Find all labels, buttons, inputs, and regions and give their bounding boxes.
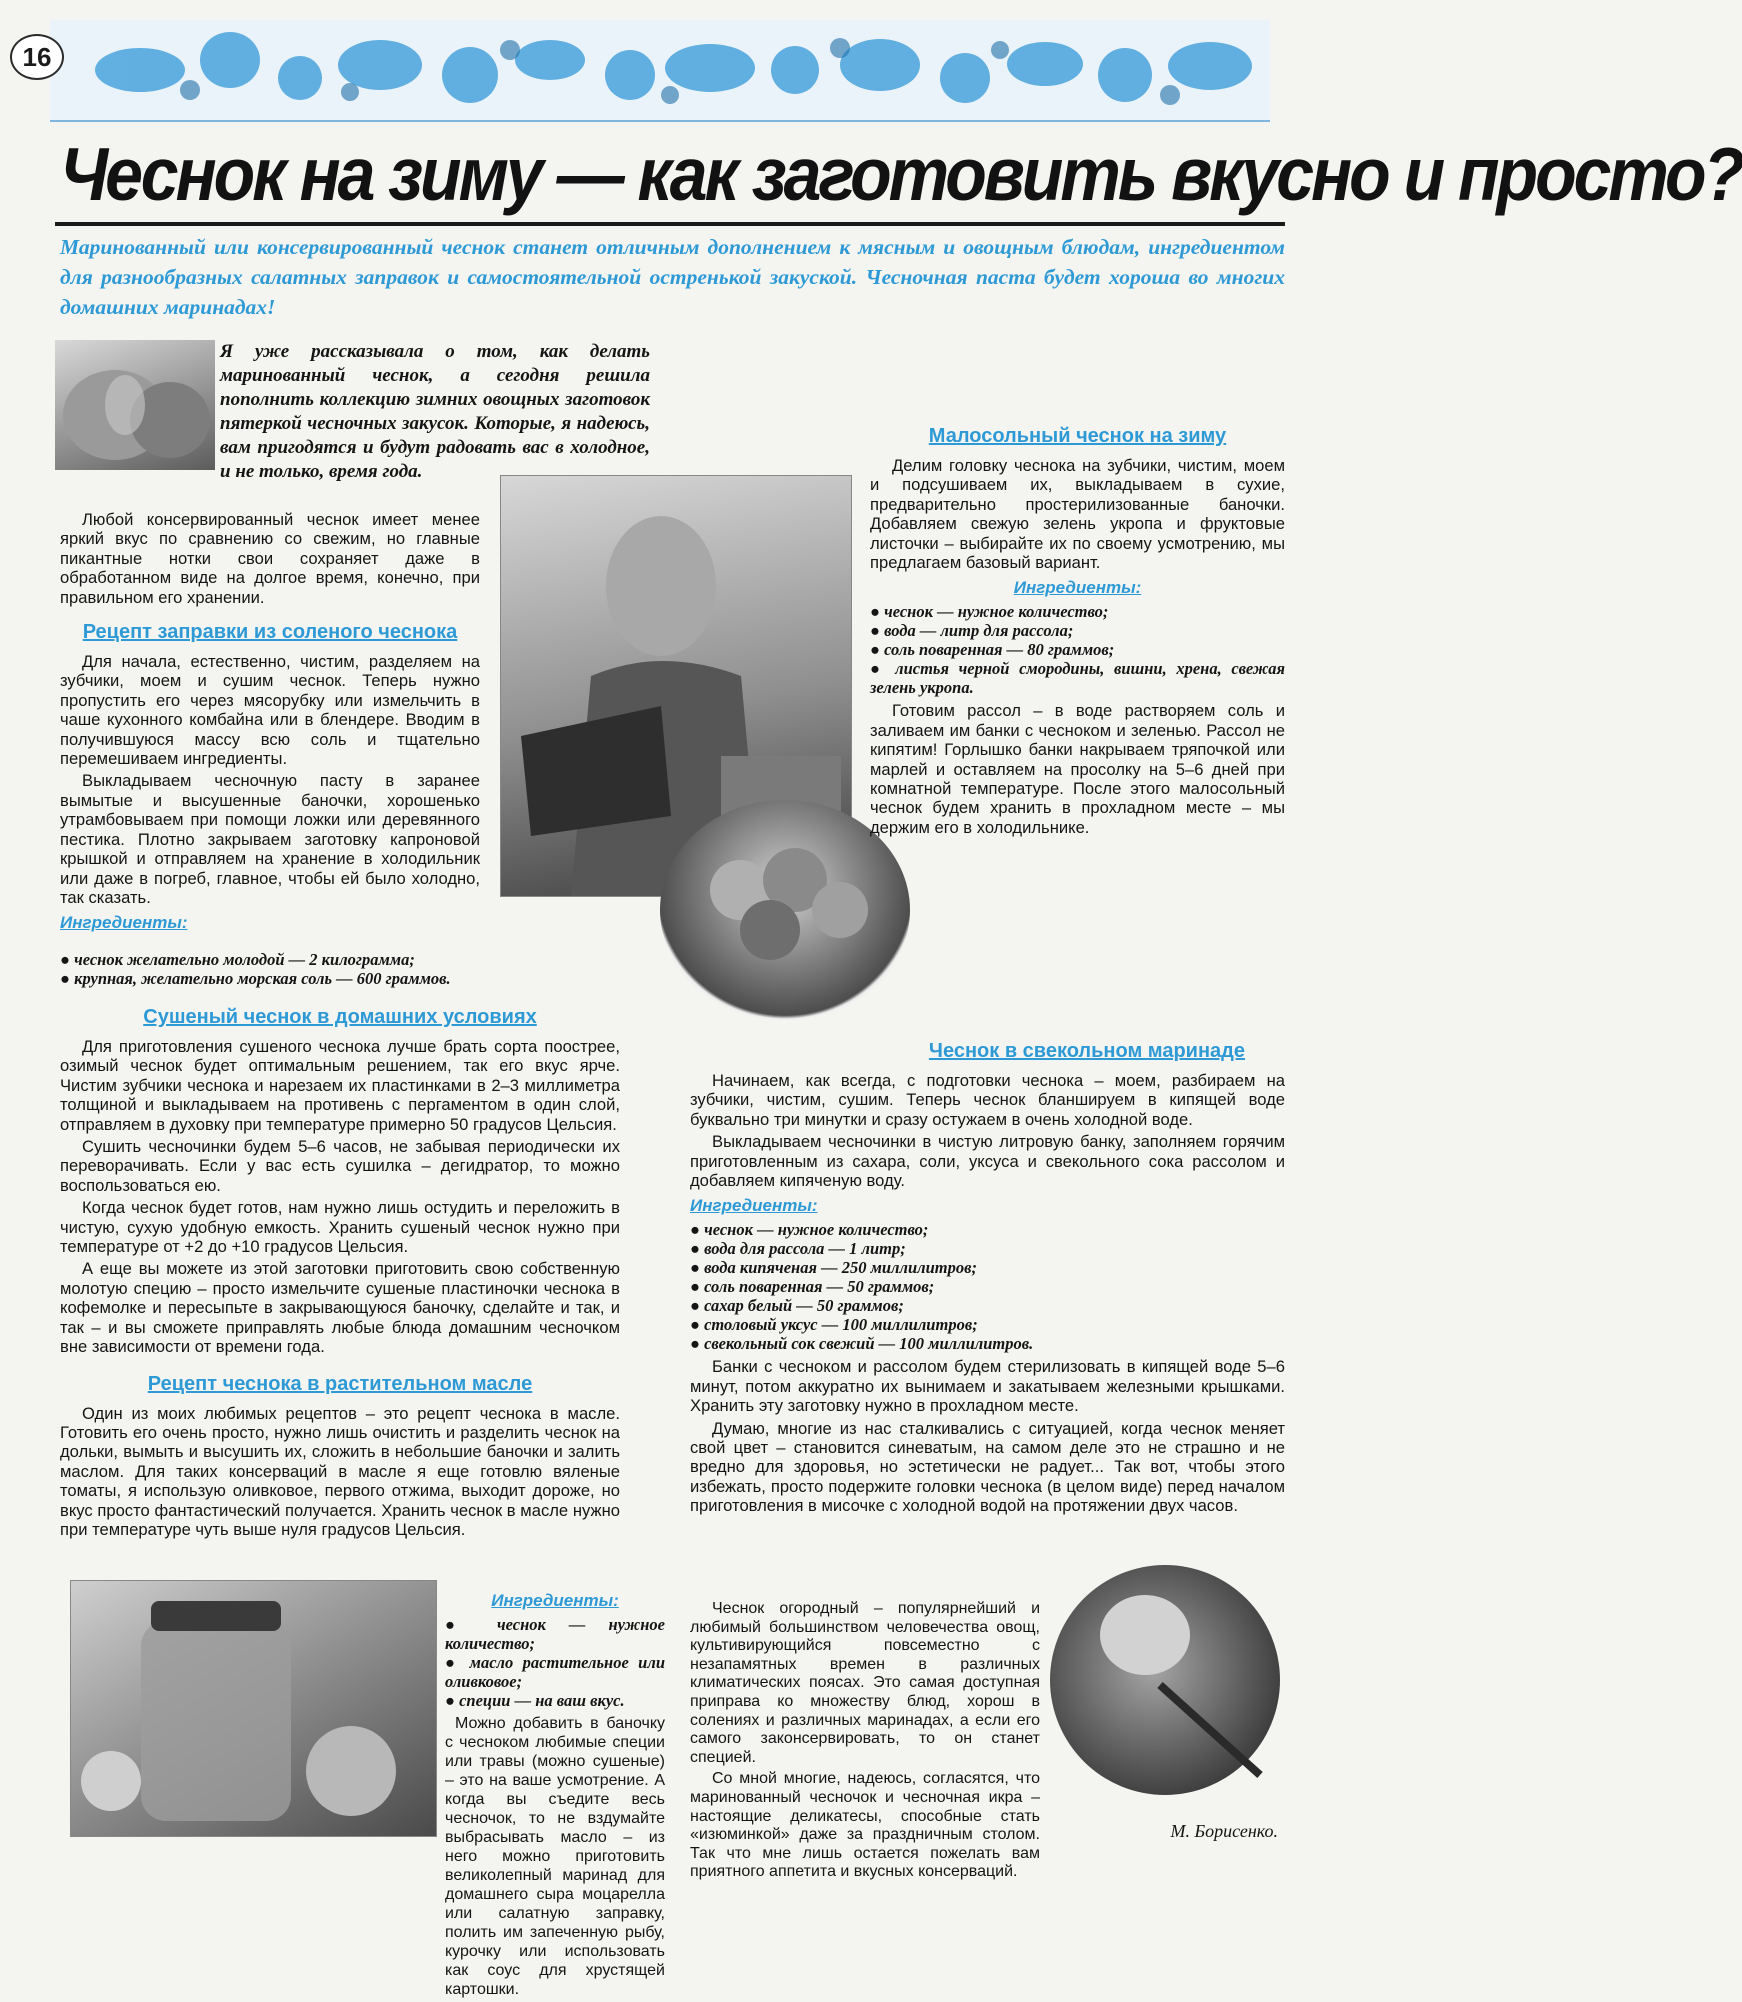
- column-right-wide: [690, 1040, 1285, 1519]
- column-left-wide: [60, 950, 620, 1542]
- list-item: ● чеснок — нужное количество;: [870, 602, 1285, 621]
- list-item: ● чеснок желательно молодой — 2 килограмма;: [60, 950, 620, 969]
- list-item: ● специи — на ваш вкус.: [445, 1691, 665, 1710]
- list-item: ● масло растительное или оливковое;: [445, 1653, 665, 1691]
- section-title-lightly-salted: Малосольный чеснок на зиму: [928, 425, 1227, 447]
- column-left: [60, 510, 480, 937]
- title-rule: [55, 222, 1285, 226]
- list-item: ● чеснок — нужное количество;: [445, 1615, 665, 1653]
- beet-para-3: Банки с чесноком и рассолом будем стерилизовать в кипящей воде 5–6 минут, потом аккуратно их вынимаем и закатываем железными крышками. Хранить эту заготовку нужно в прохладном месте.: [690, 1357, 1285, 1416]
- intro-quote-block: [220, 340, 650, 484]
- spoon-icon: [1050, 1565, 1280, 1795]
- list-item: ● вода для рассола — 1 литр;: [690, 1239, 1285, 1258]
- salted-ingredients: [60, 950, 620, 988]
- beet-para-1: Начинаем, как всегда, с подготовки чеснока – моем, разбираем на зубчики, чистим, сушим. Теперь чеснок бланшируем в кипящей воде буквально три минутки и сразу остужаем в очень холодной воде.: [690, 1071, 1285, 1129]
- oil-ingredients: [445, 1615, 665, 1710]
- ingredients-label: Ингредиенты:: [1013, 578, 1142, 598]
- ingredients-label: Ингредиенты:: [60, 913, 188, 933]
- beet-para-5: Чеснок огородный – популярнейший и любимый большинством человечества овощ, культивирующийся повсеместно с незапамятных времен в различных климатических поясах. Это самая доступная приправа ко множеству блюд, хорош в солениях и различных маринадах, а если его самого законсервировать, то он станет специей.: [690, 1600, 1040, 1766]
- list-item: ● вода кипяченая — 250 миллилитров;: [690, 1258, 1285, 1277]
- dried-para-1: Для приготовления сушеного чеснока лучше брать сорта поострее, озимый чеснок будет оптимальным решением, так его вкус ярче. Чистим зубчики чеснока и нарезаем их пластинками в 2–3 миллиметра толщиной и выкладываем на противень с пергаментом в один слой, отправляем в духовку при температуре примерно 50 градусов Цельсия.: [60, 1037, 620, 1134]
- list-item: ● свекольный сок свежий — 100 миллилитров.: [690, 1334, 1285, 1353]
- garlic-icon: [55, 340, 215, 470]
- salted-para-2: Выкладываем чесночную пасту в заранее вымытые и высушенные баночки, хорошенько утрамбовываем при помощи ложки или деревянного пестика. Плотно закрываем заготовку капроновой крышкой и отправляем на хранение в холодильник или даже в погреб, главное, чтобы ей было холодно, так сказать.: [60, 771, 480, 907]
- garlic-photo: [55, 340, 215, 470]
- list-item: ● сахар белый — 50 граммов;: [690, 1296, 1285, 1315]
- list-item: ● соль поваренная — 80 граммов;: [870, 640, 1285, 659]
- list-item: ● вода — литр для рассола;: [870, 621, 1285, 640]
- column-right-bottom: [690, 1600, 1040, 1885]
- lead-paragraph: Маринованный или консервированный чеснок станет отличным дополнением к мясным и овощным блюдам, ингредиентом для разнообразных салатных заправок и самостоятельной остренькой закуской. Чесночная паста будет хороша во многих домашних маринадах!: [60, 235, 1285, 319]
- lightly-salted-para-1: Делим головку чеснока на зубчики, чистим, моем и подсушиваем их, выкладываем в сухие, предварительно простерилизованные баночки. Добавляем свежую зелень укропа и фруктовые листочки – выбирайте их по своему усмотрению, мы предлагаем базовый вариант.: [870, 456, 1285, 573]
- garlic-paste-photo: [1050, 1565, 1280, 1795]
- beet-para-2: Выкладываем чесночинки в чистую литровую банку, заполняем горячим приготовленным из сахара, соли, уксуса и свекольного сока рассолом и добавляем кипяченую воду.: [690, 1132, 1285, 1191]
- jar-icon: [71, 1581, 436, 1836]
- page-number: 16: [10, 34, 64, 80]
- ingredients-label: Ингредиенты:: [491, 1591, 619, 1610]
- section-title-oil: Рецепт чеснока в растительном масле: [147, 1372, 533, 1395]
- author-signature: М. Борисенко.: [1170, 1821, 1278, 1841]
- list-item: ● столовый уксус — 100 миллилитров;: [690, 1315, 1285, 1334]
- garlic-jar-photo: [70, 1580, 437, 1837]
- lightly-salted-para-2: Готовим рассол – в воде растворяем соль и заливаем им банки с чесноком и зеленью. Рассол не кипятим! Горлышко банки накрываем тряпочкой или марлей и оставляем на просолку на 5–6 дней при комнатной температуре. После этого малосольный чеснок будем хранить в прохладном месте – мы держим его в холодильнике.: [870, 701, 1285, 837]
- section-title-salted: Рецепт заправки из соленого чеснока: [82, 621, 458, 644]
- ingredients-label: Ингредиенты:: [690, 1196, 818, 1216]
- list-item: ● крупная, желательно морская соль — 600 граммов.: [60, 969, 620, 988]
- beet-para-4: Думаю, многие из нас сталкивались с ситуацией, когда чеснок меняет свой цвет – становится синеватым, на самом деле это не страшно и не вредно для здоровья, но эстетически не радует... Так вот, чтобы этого избежать, просто подержите головки чеснока (в целом виде) перед началом приготовления в мисочке с холодной водой на протяжении двух часов.: [690, 1418, 1285, 1516]
- dried-para-3: Когда чеснок будет готов, нам нужно лишь остудить и переложить в чистую, сухую удобную емкость. Хранить сушеный чеснок нужно при температуре от +2 до +10 градусов Цельсия.: [60, 1198, 620, 1257]
- lightly-salted-ingredients: [870, 602, 1285, 697]
- salted-para-1: Для начала, естественно, чистим, разделяем на зубчики, моем и сушим чеснок. Теперь нужно пропустить его через мясорубку или измельчить в чаше кухонного комбайна или в блендере. Вводим в получившуюся массу всю соль и тщательно перемешиваем ингредиенты.: [60, 652, 480, 769]
- column-right: [870, 425, 1285, 840]
- intro-quote: Я уже рассказывала о том, как делать маринованный чеснок, а сегодня решила пополнить коллекцию зимних овощных заготовок пятеркой чесночных закусок. Которые, я надеюсь, вам пригодятся и будут радовать вас в холодное, и не только, время года.: [220, 341, 650, 482]
- vegetable-ornament-icon: [50, 20, 1270, 120]
- list-item: ● чеснок — нужное количество;: [690, 1220, 1285, 1239]
- intro-text: Любой консервированный чеснок имеет менее яркий вкус по сравнению со свежим, но главные пикантные нотки свои сохраняет даже в обработанном виде на долгое время, конечно, при правильном его хранении.: [60, 510, 480, 607]
- section-title-beet: Чеснок в свекольном маринаде: [928, 1040, 1245, 1062]
- beet-para-6: Со мной многие, надеюсь, согласятся, что маринованный чесночок и чесночная икра – настоящие деликатесы, способные стать «изюминкой» даже за праздничным столом. Так что мне лишь остается пожелать вам приятного аппетита и вкусных консерваций.: [690, 1770, 1040, 1881]
- list-item: ● соль поваренная — 50 граммов;: [690, 1277, 1285, 1296]
- header-banner: [50, 20, 1270, 122]
- list-item: ● листья черной смородины, вишни, хрена, свежая зелень укропа.: [870, 659, 1285, 697]
- page-title: Чеснок на зиму — как заготовить вкусно и просто?: [60, 133, 1742, 217]
- dried-para-2: Сушить чесночинки будем 5–6 часов, не забывая периодически их переворачивать. Если у вас есть сушилка – дегидратор, то можно воспользоваться ею.: [60, 1137, 620, 1195]
- section-title-dried: Сушеный чеснок в домашних условиях: [143, 1006, 537, 1028]
- oil-para-2: Можно добавить в баночку с чесноком любимые специи или травы (можно сушеные) – это на ваше усмотрение. А когда вы съедите весь чесночок, то не вздумайте выбрасывать масло – из него можно приготовить великолепный маринад для домашнего сыра моцарелла или салатную заправку, полить им запеченную рыбу, курочку или использовать как соус для хрустящей картошки.: [445, 1715, 665, 1998]
- column-oil-ingredients: [445, 1585, 665, 2002]
- oil-para-1: Один из моих любимых рецептов – это рецепт чеснока в масле. Готовить его очень просто, нужно лишь очистить и разделить чеснок на дольки, вымыть и высушить их, сложить в небольшие баночки и залить маслом. Для таких консерваций в масле я еще готовлю вяленые томаты, я использую оливковое, первого отжима, выходит дороже, но вкус просто фантастический получается. Хранить чеснок в масле нужно при температуре чуть выше нуля градусов Цельсия.: [60, 1403, 620, 1539]
- beet-ingredients: [690, 1220, 1285, 1353]
- dried-para-4: А еще вы можете из этой заготовки приготовить свою собственную молотую специю – просто измельчите сушеные пластиночки чеснока в кофемолке и пересыпьте в закрывающуюся баночку, сделайте и так, и так – и вы сможете приправлять любые блюда домашним чесночком вне зависимости от времени года.: [60, 1259, 620, 1357]
